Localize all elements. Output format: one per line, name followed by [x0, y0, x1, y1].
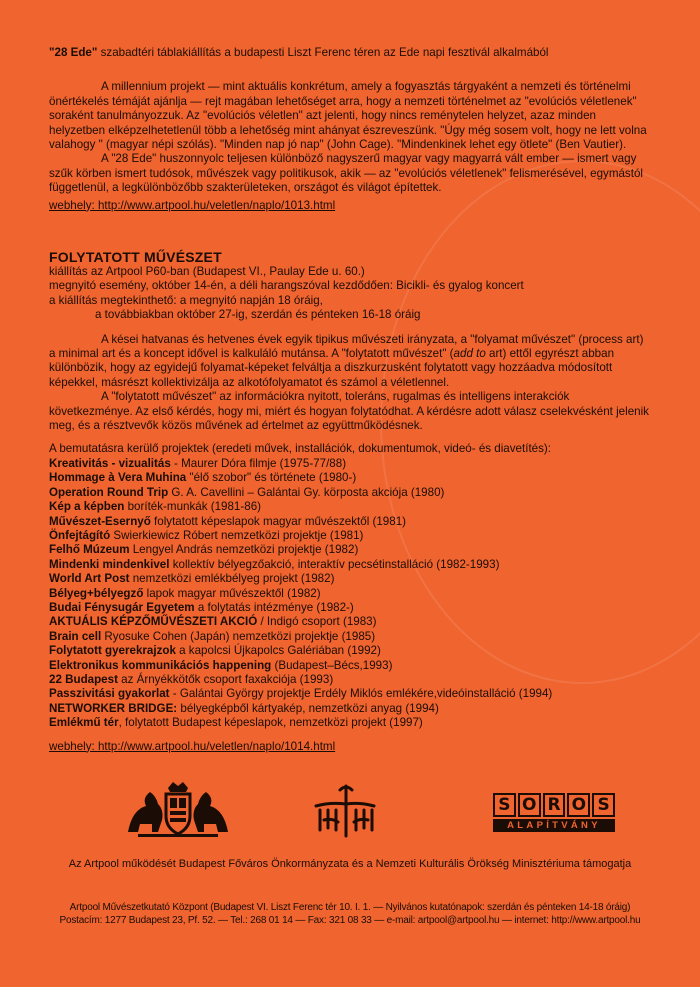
project-description: G. A. Cavellini – Galántai Gy. körposta akciója (1980)	[168, 485, 445, 499]
address-line-1: Artpool Művészetkutató Központ (Budapest VI. Liszt Ferenc tér 10. I. 1. — Nyilvános kutatónapok: szerdán és pénteken 14-18 óráig)	[69, 902, 631, 913]
project-description: a folytatás intézménye (1982-)	[194, 600, 354, 614]
sponsor-logos	[0, 770, 700, 850]
project-item	[49, 615, 649, 629]
projects-intro: A bemutatásra kerülő projektek (eredeti művek, installációk, dokumentumok, videó- és diavetítés):	[49, 442, 551, 456]
project-item	[49, 572, 649, 586]
project-title: Felhő Múzeum	[49, 543, 130, 557]
project-title: Bélyeg+bélyegző	[49, 586, 144, 600]
project-description: nemzetközi emlékbélyeg projekt (1982)	[129, 572, 335, 586]
address-line-2: Postacím: 1277 Budapest 23, Pf. 52. — Tel.: 268 01 14 — Fax: 321 08 33 — e-mail: artpool@artpool.hu — internet: http://www.artpool.hu	[59, 914, 641, 926]
project-description: a kapolcsi Újkapolcs Galériában (1992)	[175, 644, 381, 658]
project-item	[49, 716, 649, 730]
soros-subtitle: ALAPÍTVÁNY	[493, 819, 615, 832]
project-title: Operation Round Trip	[49, 485, 169, 499]
intro-paragraph-1: A millennium projekt — mint aktuális konkrétum, amely a fogyasztás tárgyaként a nemzeti és történelmi önértékelés témáját ajánlja — rejt magában lehetőséget arra, hogy a nemzeti történelmet az "evolúciós véletlenek" soraként tanulmányozzuk. Az "evolúciós véletlen" azt jelenti, hogy nincs reménytelen helyzet, azaz minden helyzetben elképzelhetetlenül több a lehetőség mint ahányat észreveszünk. "Úgy még sosem volt, hogy ne lett volna valahogy " (magyar népi szólás). "Minden nap jó nap" (John Cage). "Mindenkinek lehet egy ötlete" (Ben Vautier).	[49, 80, 647, 152]
project-description: "élő szobor" és története (1980-)	[186, 471, 357, 485]
project-description: Swierkiewicz Róbert nemzetközi projektje (1981)	[110, 528, 364, 542]
project-item	[49, 587, 649, 601]
intro-paragraph-2: A "28 Ede" huszonnyolc teljesen különböző nagyszerű magyar vagy magyarrá vált ember — ismert vagy szűk körben ismert tudósok, művészek vagy politikusok, akik — az "evolúciós véletlenek" felismerésével, egymástól függetlenül, a legkülönbözőbb szakterületeken, országot és világot építettek.	[49, 152, 643, 195]
project-description: , folytatott Budapest képeslapok, nemzetközi projekt (1997)	[118, 716, 423, 730]
project-title: Művészet-Esernyő	[49, 514, 151, 528]
folytatott-paragraph-2: A "folytatott művészet" az információkra nyitott, toleráns, rugalmas és intelligens interakciók következménye. Az első kérdés, hogy mi, miért és hogyan folytatódhat. A kérdésre adott válasz cselekvésként jelenik meg, és a résztvevők közös művének ad értelmet az együttműködésnek.	[49, 390, 649, 433]
project-item	[49, 673, 649, 687]
viewing-hours: a kiállítás megtekinthető: a megnyitó napján 18 óráig,	[49, 293, 323, 307]
intro-section	[49, 46, 649, 213]
project-title: Budai Fénysugár Egyetem	[49, 600, 195, 614]
project-description: - Galántai György projektje Erdély Miklós emlékére,videóinstalláció (1994)	[169, 687, 553, 701]
para1-emphasis: add to	[453, 347, 486, 361]
budapest-crest-icon	[118, 780, 238, 840]
project-description: az Árnyékkötők csoport faxakciója (1993)	[117, 672, 334, 686]
project-item	[49, 486, 649, 500]
section-title: FOLYTATOTT MŰVÉSZET	[49, 249, 222, 265]
project-item	[49, 515, 649, 529]
project-description: kollektív bélyegzőakció, interaktív pecsétinstalláció (1982-1993)	[169, 557, 500, 571]
project-title: Elektronikus kommunikációs happening	[49, 658, 272, 672]
opening-event: megnyitó esemény, október 14-én, a déli harangszóval kezdődően: Bicikli- és gyalog koncert	[49, 279, 524, 293]
project-title: Brain cell	[49, 629, 102, 643]
project-item	[49, 558, 649, 572]
project-title: Önfejtágító	[49, 528, 111, 542]
project-item	[49, 601, 649, 615]
intro-title-bold: "28 Ede"	[49, 46, 98, 59]
project-description: boríték-munkák (1981-86)	[124, 500, 262, 514]
address-block	[0, 902, 700, 927]
project-item	[49, 457, 649, 471]
project-title: Kreativitás - vizualitás	[49, 456, 171, 470]
project-description: folytatott képeslapok magyar művészektől (1981)	[150, 514, 406, 528]
project-description: bélyegképből kártyakép, nemzetközi anyag (1994)	[177, 701, 439, 715]
project-description: Lengyel András nemzetközi projektje (1982)	[129, 543, 359, 557]
intro-title	[49, 46, 649, 60]
soros-letter: O	[518, 793, 541, 817]
project-title: AKTUÁLIS KÉPZŐMŰVÉSZETI AKCIÓ	[49, 615, 258, 629]
soros-letter: S	[592, 793, 615, 817]
intro-title-rest: szabadtéri táblakiállítás a budapesti Liszt Ferenc téren az Ede napi fesztivál alkalmából	[97, 46, 549, 59]
project-item	[49, 543, 649, 557]
folytatott-weblink[interactable]: webhely: http://www.artpool.hu/veletlen/naplo/1014.html	[49, 739, 336, 753]
project-title: Mindenki mindenkivel	[49, 557, 170, 571]
project-title: Folytatott gyerekrajzok	[49, 644, 176, 658]
soros-letter: R	[543, 793, 566, 817]
exhibition-venue: kiállítás az Artpool P60-ban (Budapest VI., Paulay Ede u. 60.)	[49, 265, 365, 278]
project-item	[49, 659, 649, 673]
project-description: Ryosuke Cohen (Japán) nemzetközi projektje (1985)	[101, 629, 376, 643]
project-title: Emlékmű tér	[49, 716, 119, 730]
project-description: / Indigó csoport (1983)	[257, 615, 377, 629]
soros-letter: O	[567, 793, 590, 817]
para1-part-a: A kései hatvanas és hetvenes évek egyik tipikus művészeti irányzata, a "folyamat művészet" (process art) a minimal art és a koncept idővel is kalkuláló mutánsa. A "folytatott művészet" (	[49, 332, 644, 361]
project-item	[49, 687, 649, 701]
project-item	[49, 702, 649, 716]
soros-letters	[493, 793, 615, 817]
project-title: 22 Budapest	[49, 672, 118, 686]
project-item	[49, 529, 649, 543]
viewing-hours-cont: a továbbiakban október 27-ig, szerdán és pénteken 16-18 óráig	[95, 308, 421, 322]
folytatott-paragraph-1	[49, 333, 649, 391]
soros-logo	[493, 793, 615, 832]
para1-part-b: art) ettől egyrészt abban különbözik, hogy az egyidejű folyamat-képeket felváltja a diszkurzusként folytatott vagy hozzáadva módosított képekkel, másrészt kollektivizálja az alkotófolyamatot és számol a véletlennel.	[49, 347, 615, 389]
project-title: Hommage à Vera Muhina	[49, 471, 187, 485]
project-title: World Art Post	[49, 572, 130, 586]
project-item	[49, 471, 649, 485]
intro-weblink[interactable]: webhely: http://www.artpool.hu/veletlen/naplo/1013.html	[49, 198, 336, 212]
project-item	[49, 644, 649, 658]
soros-letter: S	[493, 793, 516, 817]
project-title: NETWORKER BRIDGE:	[49, 701, 178, 715]
project-list	[49, 457, 649, 731]
project-item	[49, 630, 649, 644]
project-description: (Budapest–Bécs,1993)	[271, 658, 393, 672]
project-item	[49, 500, 649, 514]
artpool-logo-icon	[310, 782, 380, 840]
project-description: lapok magyar művészektől (1982)	[143, 586, 321, 600]
project-description: - Maurer Dóra filmje (1975-77/88)	[170, 456, 347, 470]
folytatott-section	[49, 249, 649, 754]
project-title: Passzivitási gyakorlat	[49, 687, 170, 701]
support-statement: Az Artpool működését Budapest Főváros Önkormányzata és a Nemzeti Kulturális Örökség Minisztériuma támogatja	[68, 858, 632, 870]
project-title: Kép a képben	[49, 500, 125, 514]
